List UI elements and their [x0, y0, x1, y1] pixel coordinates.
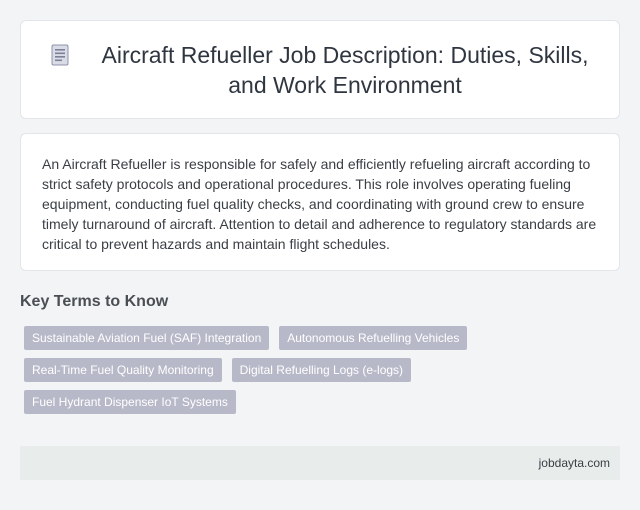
title-card: [20, 20, 620, 119]
key-term-tag[interactable]: Real-Time Fuel Quality Monitoring: [24, 358, 222, 382]
page-title: Aircraft Refueller Job Description: Duties, Skills, and Work Environment: [101, 41, 589, 98]
job-description: An Aircraft Refueller is responsible for safely and efficiently refueling aircraft according to strict safety protocols and operational procedures. This role involves operating fueling equipment, conducting fuel quality checks, and coordinating with ground crew to ensure timely turnaround of aircraft. Attention to detail and adherence to regulatory standards are critical to prevent hazards and maintain flight schedules.: [42, 156, 597, 252]
footer-site-link[interactable]: jobdayta.com: [538, 456, 610, 470]
page-container: [20, 20, 620, 422]
key-term-tag[interactable]: Digital Refuelling Logs (e-logs): [232, 358, 411, 382]
key-term-tag[interactable]: Sustainable Aviation Fuel (SAF) Integration: [24, 326, 269, 350]
description-card: [20, 133, 620, 271]
footer: [20, 446, 620, 480]
document-icon: [49, 43, 71, 67]
key-term-tag[interactable]: Autonomous Refuelling Vehicles: [279, 326, 467, 350]
key-terms-list: [20, 326, 540, 422]
key-term-tag[interactable]: Fuel Hydrant Dispenser IoT Systems: [24, 390, 236, 414]
key-terms-heading: Key Terms to Know: [20, 293, 169, 310]
